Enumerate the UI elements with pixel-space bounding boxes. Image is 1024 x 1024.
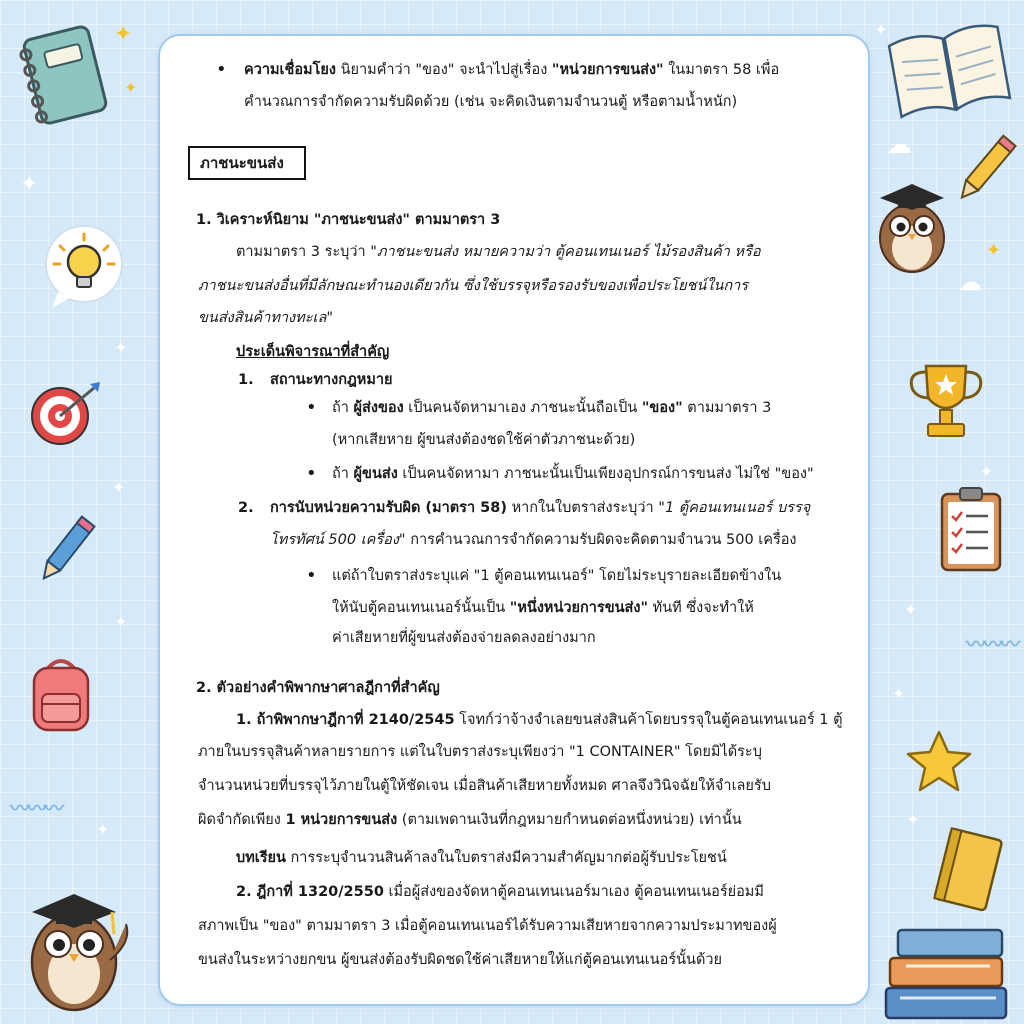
case1-line-3: จำนวนหน่วยที่บรรจุไว้ภายในตู้ให้ชัดเจน เมื่อสินค้าเสียหายทั้งหมด ศาลจึงวินิจฉัยให้จำเลยรับ (198, 778, 771, 794)
part1-heading: 1. วิเคราะห์นิยาม "ภาชนะขนส่ง" ตามมาตรา 3 (196, 212, 501, 228)
pencil-icon (36, 510, 96, 590)
item1-number: 1. (238, 372, 254, 388)
case1-line4-bold: 1 หน่วยการขนส่ง (285, 812, 398, 828)
item2-line2-italic: โทรทัศน์ 500 เครื่อง" (270, 532, 406, 548)
intro-bullet-line-1 (244, 60, 779, 80)
intro-bold-unit: "หน่วยการขนส่ง" (551, 62, 664, 78)
quote-text: "ภาชนะขนส่ง หมายความว่า ตู้คอนเทนเนอร์ ไม้รองสินค้า หรือ (370, 244, 761, 260)
cloud-icon: ☁ (958, 268, 982, 296)
bullet3-line-2 (332, 598, 754, 618)
sparkle-icon: ✦ (114, 338, 128, 357)
bullet2-pre: ถ้า (332, 466, 354, 482)
star-icon (904, 728, 974, 794)
sparkle-icon: ✦ (112, 478, 126, 497)
bullet1-line-1 (332, 398, 771, 418)
quote-line-3: ขนส่งสินค้าทางทะเล" (198, 310, 333, 326)
sparkle-icon: ✦ (980, 462, 994, 481)
quote-line-1 (236, 242, 761, 262)
item2-italic: "1 ตู้คอนเทนเนอร์ บรรจุ (658, 500, 811, 516)
sparkle-icon: ✦ (114, 22, 133, 47)
bullet-dot: • (306, 565, 317, 586)
bullet-dot: • (216, 59, 227, 80)
cloud-icon: ☁ (886, 130, 912, 160)
sparkle-icon: ✦ (874, 20, 888, 39)
case2-text: เมื่อผู้ส่งของจัดหาตู้คอนเทนเนอร์มาเอง ตู้คอนเทนเนอร์ย่อมมี (383, 884, 764, 900)
wave-decoration: 〰〰〰 (966, 632, 1017, 656)
case1-line-1 (236, 710, 843, 730)
bullet-dot: • (306, 397, 317, 418)
case1-line-4 (198, 810, 742, 830)
lesson-text: การระบุจำนวนสินค้าลงในใบตราส่งมีความสำคัญมากต่อผู้รับประโยชน์ (285, 850, 727, 866)
bullet3-post: ทันที ซึ่งจะทำให้ (648, 600, 754, 616)
bullet1-bold-goods: "ของ" (641, 400, 683, 416)
item2-number: 2. (238, 500, 254, 516)
bullet2-line (332, 464, 814, 484)
quote-line-2: ภาชนะขนส่งอื่นที่มีลักษณะทำนองเดียวกัน ซึ่งใช้บรรจุหรือรองรับของเพื่อประโยชน์ในการ (198, 278, 749, 294)
bullet1-post: ตามมาตรา 3 (682, 400, 772, 416)
case2-bold: 2. ฎีกาที่ 1320/2550 (236, 884, 384, 900)
intro-text: ในมาตรา 58 เพื่อ (663, 62, 780, 78)
item2-line-2 (270, 530, 797, 550)
bullet3-bold: "หนึ่งหน่วยการขนส่ง" (509, 600, 649, 616)
item2-text: หากในใบตราส่งระบุว่า (506, 500, 659, 516)
target-icon (24, 378, 104, 448)
bullet3-pre: ให้นับตู้คอนเทนเนอร์นั้นเป็น (332, 600, 510, 616)
sparkle-icon: ✦ (986, 240, 1002, 261)
owl-graduate-icon (866, 176, 958, 276)
intro-bullet-line-2: คำนวณการจำกัดความรับผิดด้วย (เช่น จะคิดเงินตามจำนวนตู้ หรือตามน้ำหนัก) (244, 94, 738, 110)
pencil-icon (950, 130, 1020, 210)
item1-title: สถานะทางกฎหมาย (270, 372, 393, 388)
bullet1-mid: เป็นคนจัดหามาเอง ภาชนะนั้นถือเป็น (403, 400, 642, 416)
sparkle-icon: ✦ (96, 820, 110, 839)
bullet3-line-1: แต่ถ้าใบตราส่งระบุแค่ "1 ตู้คอนเทนเนอร์" โดยไม่ระบุรายละเอียดข้างใน (332, 568, 782, 584)
bullet1-pre: ถ้า (332, 400, 354, 416)
item2-line2-text: การคำนวณการจำกัดความรับผิดจะคิดตามจำนวน 500 เครื่อง (405, 532, 797, 548)
subheading-key-issues: ประเด็นพิจารณาที่สำคัญ (236, 344, 390, 360)
item2-bold: การนับหน่วยความรับผิด (มาตรา 58) (270, 500, 507, 516)
bullet-dot: • (306, 463, 317, 484)
bullet2-bold-carrier: ผู้ขนส่ง (353, 466, 398, 482)
case1-line4-post: (ตามเพดานเงินที่กฎหมายกำหนดต่อหนึ่งหน่วย) เท่านั้น (397, 812, 742, 828)
case1-bold: 1. ถ้าพิพากษาฎีกาที่ 2140/2545 (236, 712, 455, 728)
item2-line-1 (270, 498, 810, 518)
trophy-icon (902, 358, 990, 444)
case2-line-2: สภาพเป็น "ของ" ตามมาตรา 3 เมื่อตู้คอนเทนเนอร์ได้รับความเสียหายจากความประมาทของผู้ (198, 918, 777, 934)
case1-line-2: ภายในบรรจุสินค้าหลายรายการ แต่ในใบตราส่งระบุเพียงว่า "1 CONTAINER" โดยมิได้ระบุ (198, 744, 762, 760)
owl-icon (14, 880, 134, 1016)
bullet1-line-2: (หากเสียหาย ผู้ขนส่งต้องชดใช้ค่าตัวภาชนะด้วย) (332, 432, 636, 448)
case1-text: โจทก์ว่าจ้างจำเลยขนส่งสินค้าโดยบรรจุในตู้คอนเทนเนอร์ 1 ตู้ (454, 712, 843, 728)
intro-text: นิยามคำว่า "ของ" จะนำไปสู่เรื่อง (335, 62, 552, 78)
quote-prefix: ตามมาตรา 3 ระบุว่า (236, 244, 371, 260)
case2-line-1 (236, 882, 764, 902)
book-stack-icon (880, 920, 1016, 1024)
part2-heading: 2. ตัวอย่างคำพิพากษาศาลฎีกาที่สำคัญ (196, 680, 440, 696)
wave-decoration: 〰〰〰 (10, 796, 61, 820)
open-book-icon (884, 14, 1014, 124)
sparkle-icon: ✦ (114, 612, 128, 631)
lightbulb-icon (38, 222, 130, 314)
case2-line-3: ขนส่งในระหว่างยกขน ผู้ขนส่งต้องรับผิดชดใช้ค่าเสียหายให้แก่ตู้คอนเทนเนอร์นั้นด้วย (198, 952, 723, 968)
intro-bold-link: ความเชื่อมโยง (244, 62, 336, 78)
closed-book-icon (930, 826, 1010, 916)
sparkle-icon: ✦ (904, 600, 918, 619)
section-title: ภาชนะขนส่ง (188, 146, 306, 180)
lesson-bold: บทเรียน (236, 850, 286, 866)
notebook-icon (10, 20, 120, 130)
case1-line4-pre: ผิดจำกัดเพียง (198, 812, 286, 828)
sparkle-icon: ✦ (20, 172, 39, 197)
bullet1-bold-shipper: ผู้ส่งของ (353, 400, 404, 416)
sparkle-icon: ✦ (892, 684, 906, 703)
bullet2-post: เป็นคนจัดหามา ภาชนะนั้นเป็นเพียงอุปกรณ์การขนส่ง ไม่ใช่ "ของ" (397, 466, 814, 482)
clipboard-icon (936, 484, 1006, 574)
bullet3-line-3: ค่าเสียหายที่ผู้ขนส่งต้องจ่ายลดลงอย่างมาก (332, 630, 596, 646)
sparkle-icon: ✦ (124, 78, 138, 97)
document-card (158, 34, 870, 1006)
backpack-icon (24, 654, 98, 734)
sparkle-icon: ✦ (906, 810, 920, 829)
lesson-line (236, 848, 727, 868)
